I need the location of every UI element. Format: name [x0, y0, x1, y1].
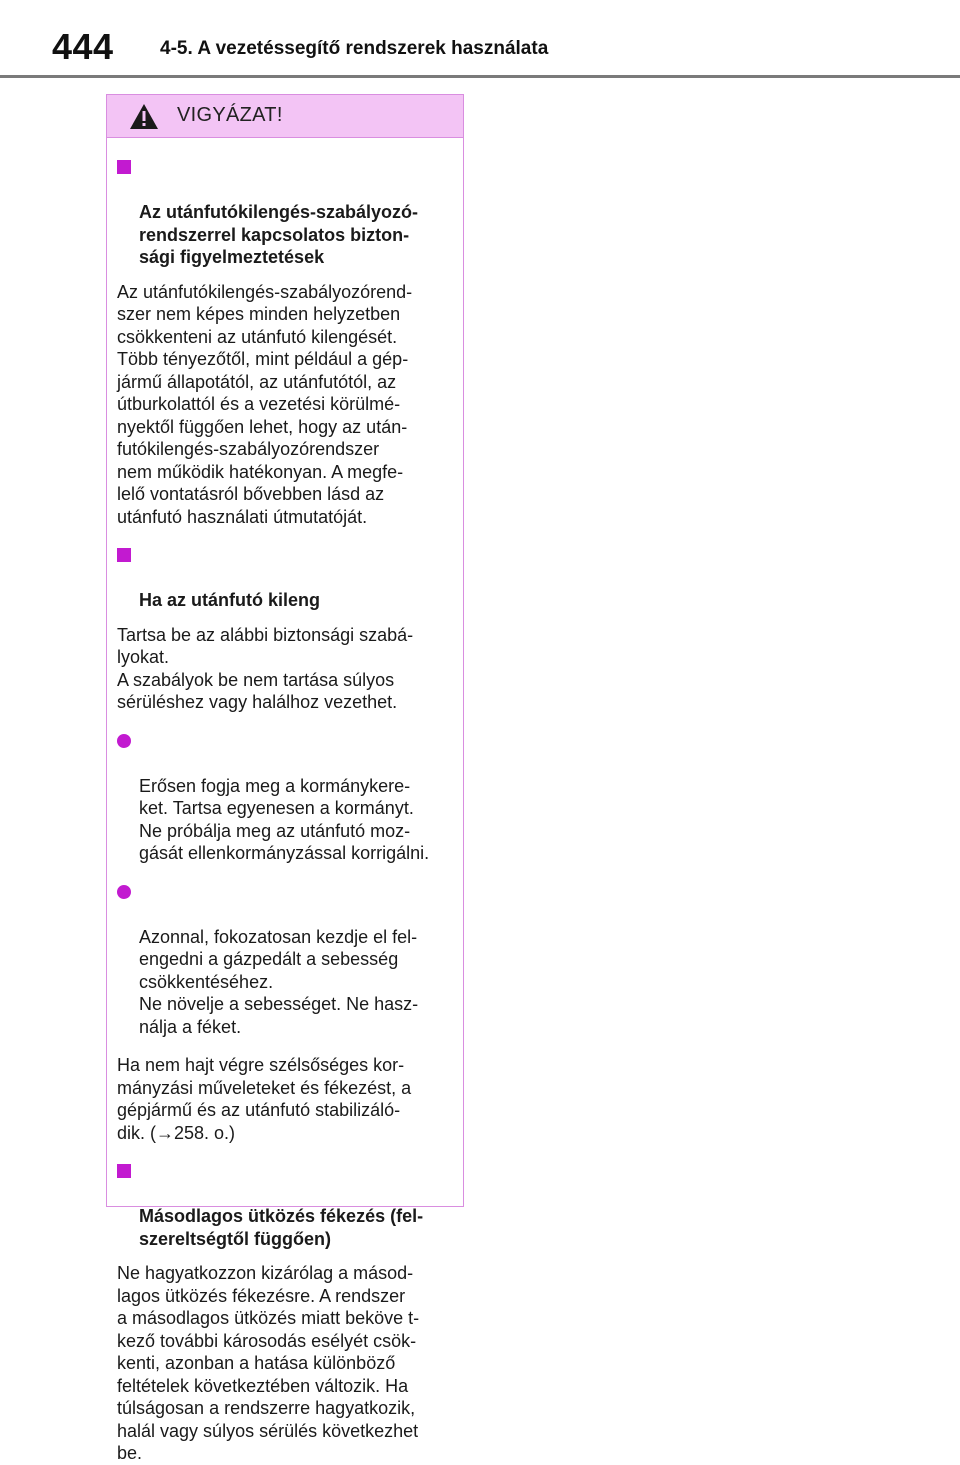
circle-bullet-icon [117, 734, 131, 748]
list-item-text: Azonnal, fokozatosan kezdje el fel- engedni a gázpedált a sebesség csökkentéséhez. Ne növelje a sebességet. Ne hasz- nálja a féket. [139, 926, 419, 1037]
subheading-text: Ha az utánfutó kileng [139, 590, 321, 610]
paragraph-trailer-sway-system: Az utánfutókilengés-szabályozórend- szer nem képes minden helyzetben csökkenteni az utánfutó kilengését. Több tényezőtől, mint például a gép- jármű állapotától, az utánfutótól, az útburkolattól és a vezetési körülmé- nyektől függően lehet, hogy az után- futókilengés-szabályozórendszer nem működik hatékonyan. A megfe- lelő vontatásról bővebben lásd az utánfutó használati útmutatóját. [117, 281, 413, 527]
subheading-if-trailer-sways [117, 544, 451, 612]
warning-body [107, 156, 463, 1465]
subheading-text: Az utánfutókilengés-szabályozó- rendszerrel kapcsolatos bizton- sági figyelmeztetések [139, 202, 419, 267]
paragraph-stabilization: Ha nem hajt végre szélsőséges kor- mányzási műveleteket és fékezést, a gépjármű és az utánfutó stabilizáló- dik. (→258. o.) [117, 1055, 412, 1143]
square-bullet-icon [117, 160, 131, 174]
square-bullet-icon [117, 548, 131, 562]
square-bullet-icon [117, 1164, 131, 1178]
subheading-secondary-collision-braking [117, 1160, 451, 1250]
paragraph-secondary-collision: Ne hagyatkozzon kizárólag a másod- lagos ütközés fékezésre. A rendszer a másodlagos ütközés miatt beköve t- kező további károsodás esélyét csök- kenti, azonban a hatása különböző feltételek következtében változik. Ha túlságosan a rendszerre hagyatkozik, halál vagy súlyos sérülés következhet be. [117, 1263, 420, 1463]
circle-bullet-icon [117, 885, 131, 899]
page-header [0, 0, 960, 80]
warning-box [106, 94, 464, 1463]
warning-triangle-icon [129, 103, 159, 130]
section-title: 4-5. A vezetéssegítő rendszerek használata [160, 38, 549, 59]
page-number: 444 [52, 26, 114, 67]
subheading-trailer-sway-safety [117, 156, 451, 269]
paragraph-safety-rules: Tartsa be az alábbi biztonsági szabá- lyokat. A szabályok be nem tartása súlyos sérüléshez vagy halálhoz vezethet. [117, 624, 414, 712]
header-divider [0, 75, 960, 78]
list-item-text: Erősen fogja meg a kormánykere- ket. Tartsa egyenesen a kormányt. Ne próbálja meg az utánfutó moz- gását ellenkormányzással korrigálni. [139, 775, 430, 863]
list-item [117, 881, 451, 1039]
warning-header [107, 95, 463, 138]
list-item [117, 730, 451, 865]
subheading-text: Másodlagos ütközés fékezés (fel- szereltségtől függően) [139, 1206, 424, 1249]
warning-title: VIGYÁZAT! [177, 104, 283, 126]
